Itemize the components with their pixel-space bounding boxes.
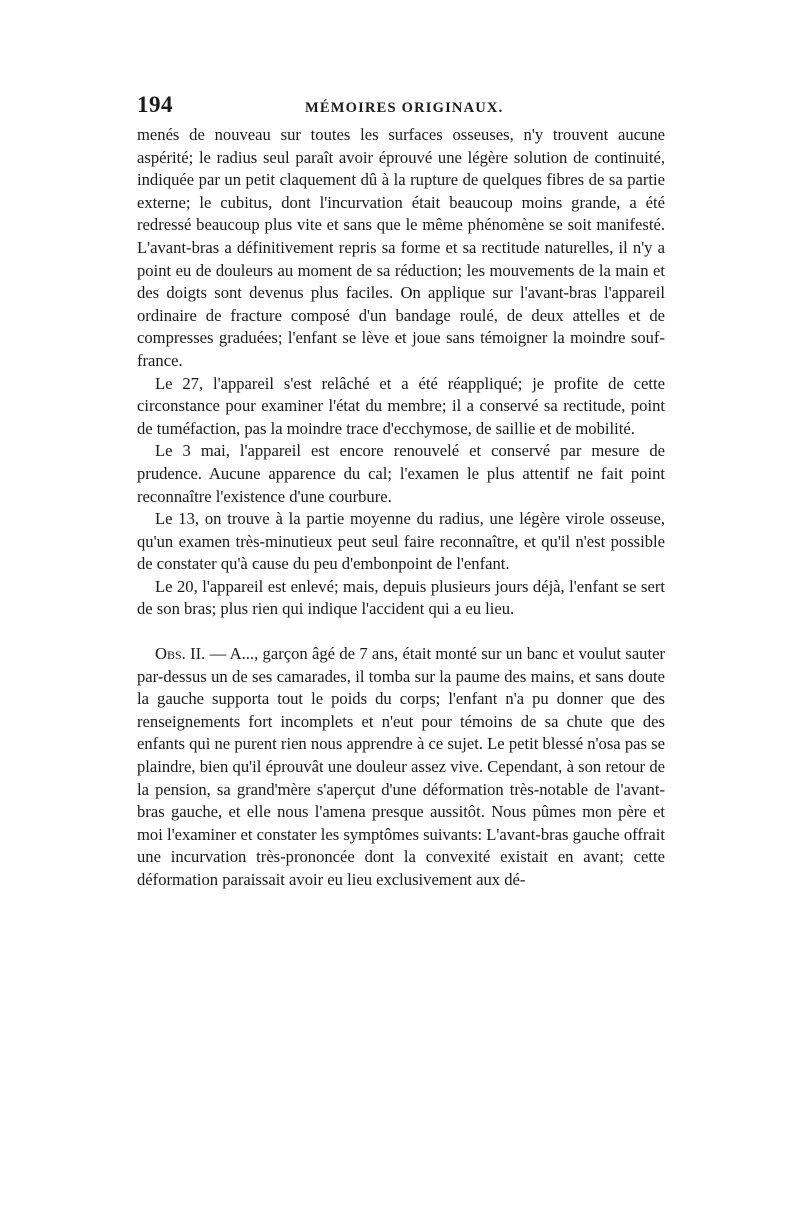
observation-label: Obs. II. xyxy=(155,644,206,664)
book-page xyxy=(137,92,665,892)
page-number: 194 xyxy=(137,92,173,117)
observation-text: — A..., garçon âgé de 7 ans, était monté sur un banc et voulut sauter par-dessus un de ses camarades, il tomba sur la paume des mains, et sans doute la gauche supporta tout le poids du corps; l'enfant n'a pu donner que des renseignements fort incomplets et n'eut pour témoins de sa chute que des enfants qui ne purent rien nous apprendre à ce sujet. Le petit blessé n'osa pas se plaindre, bien qu'il éprouvât une douleur assez vive. Cependant, à son retour de la pension, sa grand'mère s'aperçut d'une déformation très-notable de l'avant-bras gauche, et elle nous l'amena presque aussitôt. Nous pûmes mon père et moi l'examiner et constater les symptômes suivants: L'avant-bras gauche offrait une incurvation très-prononcée dont la convexité existait en avant; cette déformation paraissait avoir eu lieu exclusivement aux dé- xyxy=(137,644,665,889)
paragraph: Le 3 mai, l'appareil est encore renouvelé et conservé par mesure de prudence. Aucune apparence du cal; l'examen le plus attentif ne fait point reconnaître l'existence d'une courbure. xyxy=(137,441,665,506)
paragraph: Le 13, on trouve à la partie moyenne du radius, une légère virole osseuse, qu'un examen très-minutieux peut seul faire reconnaître, et qu'il n'est possible de constater qu'à cause du peu d'embonpoint de l'enfant. xyxy=(137,509,665,574)
running-head xyxy=(137,92,665,120)
paragraph: Le 20, l'appareil est enlevé; mais, depuis plusieurs jours déjà, l'enfant se sert de son bras; plus rien qui indique l'accident qui a eu lieu. xyxy=(137,576,665,619)
paragraph: Le 27, l'appareil s'est relâché et a été réappliqué; je profite de cette circonstance pour examiner l'état du membre; il a conservé sa rectitude, point de tuméfaction, pas la moindre trace d'ecchymose, de saillie et de mobilité. xyxy=(137,373,665,438)
observation-paragraph xyxy=(137,643,665,892)
body-text xyxy=(137,124,665,892)
paragraph: menés de nouveau sur toutes les surfaces osseuses, n'y trouvent aucune aspérité; le radius seul paraît avoir éprouvé une légère solution de continuité, indiquée par un petit claquement dû à la rupture de quelques fibres de sa partie externe; le cubitus, dont l'incurvation était beaucoup moins grande, a été redressé beaucoup plus vite et sans que le même phénomène se soit manifesté. L'avant-bras a définitivement repris sa forme et sa rectitude naturelles, il n'y a point eu de douleurs au moment de sa réduction; les mouvements de la main et des doigts sont devenus plus faciles. On applique sur l'avant-bras l'appareil ordinaire de fracture composé d'un bandage roulé, de deux attelles et de compresses graduées; l'enfant se lève et joue sans témoigner la moindre souffrance. xyxy=(137,125,665,370)
running-title: MÉMOIRES ORIGINAUX. xyxy=(305,100,504,116)
